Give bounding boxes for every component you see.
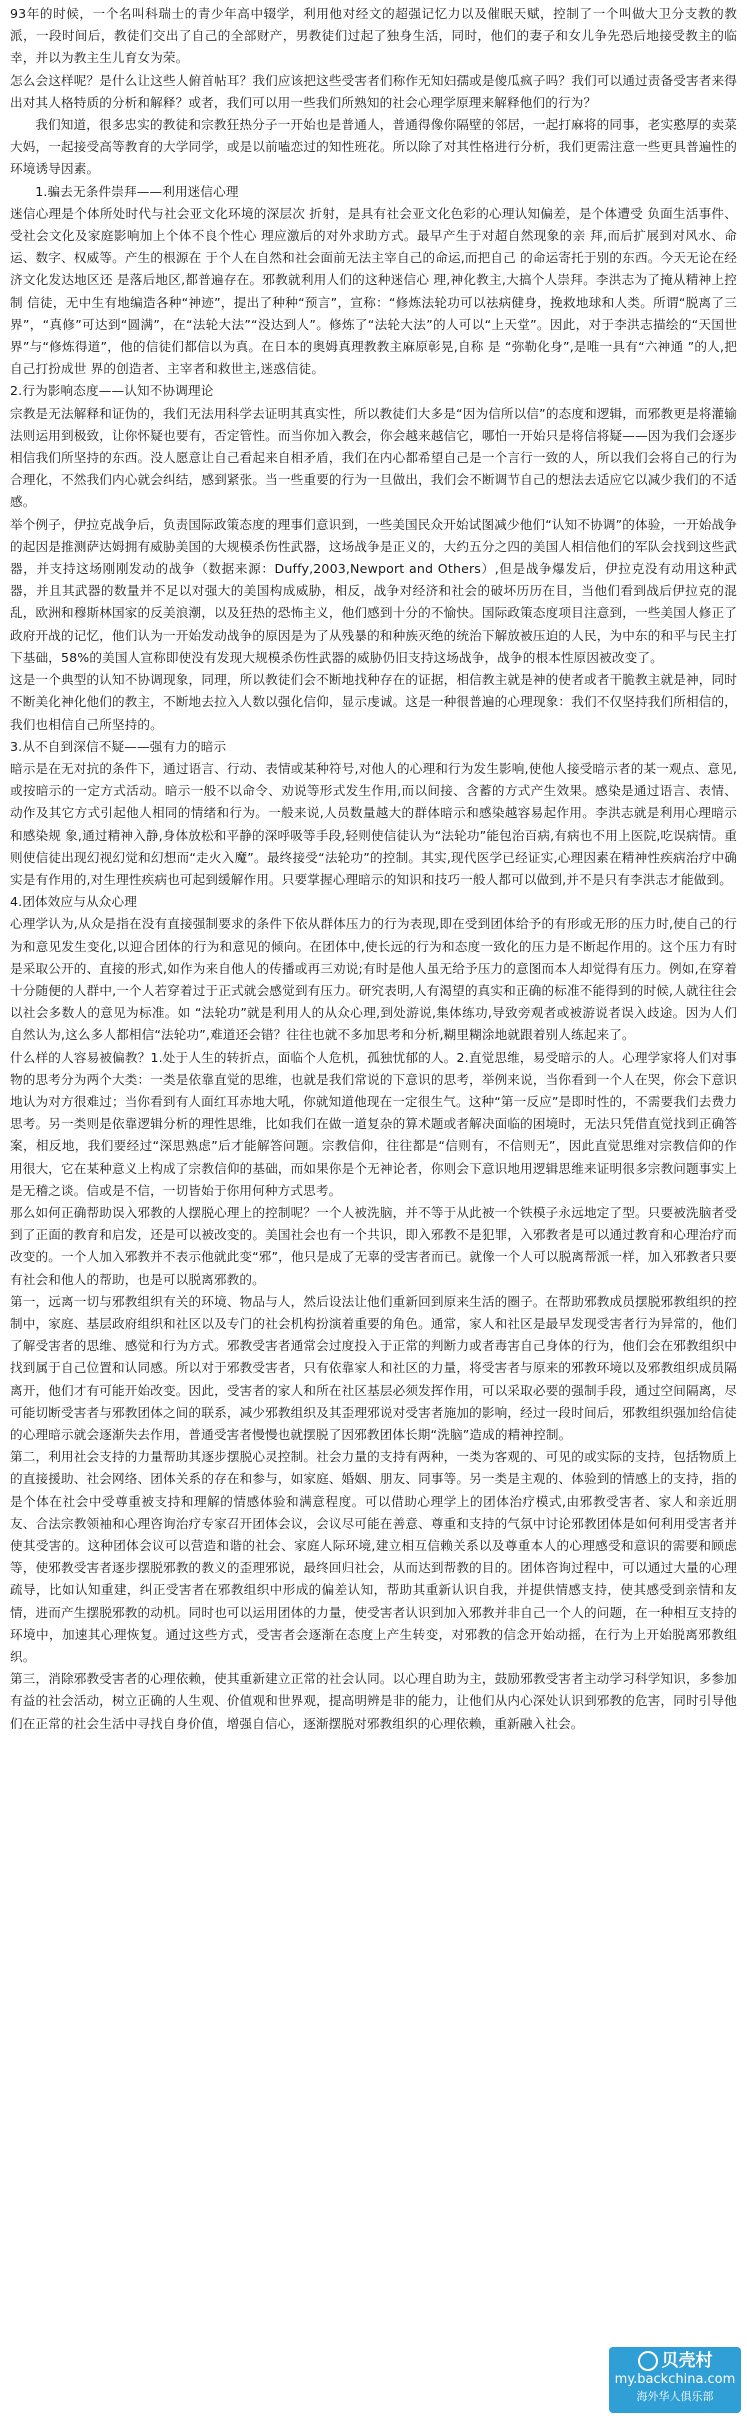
- article-paragraph: 这是一个典型的认知不协调现象，同理，所以教徒们会不断地找种存在的证据，相信教主就是神的使者或者干脆教主就是神，同时不断美化神化他们的教主，不断地去拉入人数以强化信仰，显示虔诚。这是一种很普遍的心理现象：我们不仅坚持我们所相信的，我们也相信自己所坚持的。: [10, 672, 737, 732]
- article-paragraph: 我们知道，很多忠实的教徒和宗教狂热分子一开始也是普通人，普通得像你隔壁的邻居，一起打麻将的同事，老实憨厚的卖菜大妈，一起接受高等教育的大学同学，或是以前嗑恋过的知性班花。所以除了对其性格进行分析，我们更需注意一些更具普遍性的环境诱导因素。: [10, 117, 737, 177]
- watermark-subtitle: 海外华人俱乐部: [636, 2390, 714, 2403]
- article-paragraph: 第一，远离一切与邪教组织有关的环境、物品与人，然后设法让他们重新回到原来生活的圈子。在帮助邪教成员摆脱邪教组织的控制中，家庭、基层政府组织和社区以及专门的社会机构扮演着重要的角色。通常，家人和社区是最早发现受害者行为异常的，他们了解受害者的思维、感觉和行为方式。邪教受害者通常会过度投入于正常的判断力或者毒害自己身体的行为，他们会在邪教组织中找到属于自己位置和认同感。所以对于邪教受害者，只有依靠家人和社区的力量，将受害者与原来的邪教环境以及邪教组织成员隔离开，他们才有可能开始改变。因此，受害者的家人和所在社区基层必须发挥作用，可以采取必要的强制手段，通过空间隔离，尽可能切断受害者与邪教团体之间的联系，减少邪教组织及其歪理邪说对受害者施加的影响，经过一段时间后，邪教组织强加给信徒的心理暗示就会逐渐失去作用，普通受害者慢慢也就摆脱了因邪教团体长期“洗脑”造成的精神控制。: [10, 1293, 737, 1442]
- article-paragraph: 迷信心理是个体所处时代与社会亚文化环境的深层次 折射，是具有社会亚文化色彩的心理认知偏差，是个体遭受 负面生活事件、受社会文化及家庭影响加上个体不良个性心 理应激后的对外求助方式。最早产生于对超自然现象的亲 拜,而后扩展到对风水、命运、数字、权威等。产生的根源在 于个人在自然和社会面前无法主宰自己的命运,而把自己 的命运寄托于别的东西。今天无论在经济文化发达地区还 是落后地区,都普遍存在。邪教就利用人们的这种迷信心 理,神化教主,大搞个人崇拜。李洪志为了掩从精神上控制 信徒，无中生有地编造各种“神迹”，提出了种种“预言”，宣称：“修炼法轮功可以祛病健身，挽救地球和人类。所谓“脱离了三界”，“真修”可达到“圆满”，在“法轮大法”“没达到人”。修炼了“法轮大法”的人可以“上天堂”。因此，对于李洪志描绘的“天国世界”与“修炼得道”，他的信徒们都信以为真。在日本的奥姆真理教教主麻原彰晃,自称 是 “弥勒化身”,是唯一具有“六神通 ”的人,把自己打扮成世 界的创造者、主宰者和救世主,迷惑信徒。: [10, 205, 737, 377]
- article-paragraph: 宗教是无法解释和证伪的，我们无法用科学去证明其真实性，所以教徒们大多是“因为信所以信”的态度和逻辑，而邪教更是将灌输法则运用到极致，让你怀疑也要有，否定管性。而当你加入教会，你会越来越信它，哪怕一开始只是将信将疑——因为我们会逐步相信我们所坚持的东西。没人愿意让自己看起来自相矛盾，我们在内心都希望自己是一个言行一致的人，所以我们会将自己的行为合理化，不然我们内心就会纠结，感到紧张。当一些重要的行为一旦做出，我们会不断调节自己的想法去适应它以减少我们的不适感。: [10, 405, 737, 510]
- article-paragraph: 那么如何正确帮助误入邪教的人摆脱心理上的控制呢？一个人被洗脑，并不等于从此被一个铁模子永远地定了型。只要被洗脑者受到了正面的教育和启发，还是可以被改变的。美国社会也有一个共识，即入邪教不是犯罪，入邪教者是可以通过教育和心理治疗而改变的。一个人加入邪教并不表示他就此变“邪”，他只是成了无辜的受害者而已。就像一个人可以脱离帮派一样，加入邪教者只要有社会和他人的帮助，也是可以脱离邪教的。: [10, 1204, 737, 1287]
- watermark-url: my.backchina.com: [614, 2372, 736, 2387]
- section-heading: 1.骗去无条件崇拜——利用迷信心理: [35, 183, 239, 199]
- article-paragraph: 举个例子，伊拉克战争后，负责国际政策态度的理事们意识到，一些美国民众开始试图减少他们“认知不协调”的体验，一开始战争的起因是推测萨达姆拥有威胁美国的大规模杀伤性武器，这场战争是正义的，大约五分之四的美国人相信他们的军队会找到这些武器，并支持这场刚刚发动的战争（数据来源：Duffy,2003,Newport and Others）,但是战争爆发后，伊拉克没有动用这种武器，并且其武器的数量并不足以对强大的美国构成威胁，相反，战争对经济和社会的破坏历历在目，当他们看到战后伊拉克的混乱，欧洲和穆斯林国家的反美浪潮，以及狂热的恐怖主义，他们感到十分的不愉快。国际政策态度项目注意到，一些美国人修正了政府开战的记忆，他们认为一开始发动战争的原因是为了从残暴的和种族灭绝的统治下解放被压迫的人民，为中东的和平与民主打下基础，58%的美国人宣称即使没有发现大规模杀伤性武器的威胁仍旧支持这场战争，战争的根本性原因被改变了。: [10, 516, 737, 665]
- site-watermark: [609, 2347, 741, 2413]
- article-paragraph: 怎么会这样呢？是什么让这些人俯首帖耳？我们应该把这些受害者们称作无知妇孺或是傻瓜疯子吗？我们可以通过责备受害者来得出对其人格特质的分析和解释？或者，我们可以用一些我们所熟知的社会心理学原理来解释他们的行为？: [10, 72, 737, 110]
- section-heading: 2.行为影响态度——认知不协调理论: [10, 383, 214, 399]
- article-body: [10, 3, 737, 2415]
- section-heading: 4.团体效应与从众心理: [10, 894, 138, 910]
- article-paragraph: 第二，利用社会支持的力量帮助其逐步摆脱心灵控制。社会力量的支持有两种，一类为客观的、可见的或实际的支持，包括物质上的直接援助、社会网络、团体关系的存在和参与，如家庭、婚姻、朋友、同事等。另一类是主观的、体验到的情感上的支持，指的是个体在社会中受尊重被支持和理解的情感体验和满意程度。可以借助心理学上的团体治疗模式,由邪教受害者、家人和亲近朋友、合法宗教领袖和心理咨询治疗专家召开团体会议，会议尽可能在善意、尊重和支持的气氛中讨论邪教团体是如何利用受害者并使其受害的。这种团体会议可以营造和谐的社会、家庭人际环境,建立相互信赖关系以及尊重本人的心理感受和意识的需要和顾虑等，使邪教受害者逐步摆脱邪教的教义的歪理邪说，最终回归社会，从而达到帮教的目的。团体咨询过程中，可以通过大量的心理疏导，比如认知重建，纠正受害者在邪教组织中形成的偏差认知，帮助其重新认识自我，并提供情感支持，使其感受到亲情和友情，进而产生摆脱邪教的动机。同时也可以运用团体的力量，使受害者认识到加入邪教并非自己一个人的问题，在一种相互支持的环境中，加速其心理恢复。通过这些方式，受害者会逐渐在态度上产生转变，对邪教的信念开始动摇，在行为上开始脱离邪教组织。: [10, 1449, 737, 1665]
- article-paragraph: 什么样的人容易被偏教？1.处于人生的转折点，面临个人危机，孤独忧郁的人。2.直觉思维，易受暗示的人。心理学家将人们对事物的思考分为两个大类：一类是依靠直觉的思维，也就是我们常说的下意识的思考，举例来说，当你看到一个人在哭，你会下意识地认为对方很难过；当你看到有人面红耳赤地大吼，你就知道他现在一定很生气。这种“第一反应”是即时性的，不需要我们去费力思考。另一类则是依靠逻辑分析的理性思维，比如我们在做一道复杂的算术题或者解决面临的困境时，无法只凭借直觉找到正确答案，相反地，我们要经过“深思熟虑”后才能解答问题。宗教信仰，往往都是“信则有，不信则无”，因此直觉思维对宗教信仰的作用很大，它在某种意义上构成了宗教信仰的基础，而如果你是个无神论者，你则会下意识地用逻辑思维来证明很多宗教问题事实上是无稽之谈。信或是不信，一切皆始于你用何种方式思考。: [10, 1049, 737, 1198]
- watermark-logo: [609, 2351, 741, 2371]
- article-paragraph: 93年的时候，一个名叫科瑞士的青少年高中辍学，利用他对经文的超强记忆力以及催眠天赋，控制了一个叫做大卫分支教的教派，一段时间后，教徒们交出了自己的全部财产，男教徒们过起了独身生活，同时，他们的妻子和女儿争先恐后地接受教主的临幸，并以为教主生儿育女为荣。: [10, 6, 737, 66]
- article-paragraph: 暗示是在无对抗的条件下，通过语言、行动、表情或某种符号,对他人的心理和行为发生影响,使他人接受暗示者的某一观点、意见,或按暗示的一定方式活动。暗示一般不以命令、劝说等形式发生作用,而以间接、含蓄的方式产生效果。感染是通过语言、表情、动作及其它方式引起他人相同的情绪和行为。一般来说,人员数量越大的群体暗示和感染越容易起作用。李洪志就是利用心理暗示和感染规 象,通过精神入静,身体放松和平静的深呼吸等手段,轻则使信徒认为“法轮功”能包治百病,有病也不用上医院,吃误病情。重则使信徒出现幻视幻觉和幻想而“走火入魔”。最终接受“法轮功”的控制。其实,现代医学已经证实,心理因素在精神性疾病治疗中确实是有作用的,对生理性疾病也可起到缓解作用。只要掌握心理暗示的知识和技巧一般人都可以做到,并不是只有李洪志才能做到。: [10, 760, 737, 887]
- watermark-logo-text: 贝壳村: [661, 2351, 713, 2371]
- section-heading: 3.从不自到深信不疑——强有力的暗示: [10, 738, 227, 754]
- article-paragraph: 心理学认为,从众是指在没有直接强制要求的条件下依从群体压力的行为表现,即在受到团体给予的有形或无形的压力时,使自己的行为和意见发生变化,以迎合团体的行为和意见的倾向。在团体中,使长远的行为和态度一致化的压力是不断起作用的。这个压力有时是采取公开的、直接的形式,如作为来自他人的传播或再三劝说;有时是他人虽无给予压力的意图而本人却觉得有压力。例如,在穿着十分随便的人群中,一个人若穿着过于正式就会感觉到有压力。研究表明,人有渴望的真实和正确的标准不能得到的时候,人就往往会以社会多数人的意见为标准。如 “法轮功”就是利用人的从众心理,到处游说,集体练功,导致旁观者或被游说者误入歧途。因为人们自然认为,这么多人都相信“法轮功”,难道还会错？往往也就不多加思考和分析,糊里糊涂地就跟着别人练起来了。: [10, 916, 737, 1043]
- shell-logo-icon: [638, 2351, 658, 2371]
- article-paragraph: 第三，消除邪教受害者的心理依赖，使其重新建立正常的社会认同。以心理自助为主，鼓励邪教受害者主动学习科学知识，多参加有益的社会活动，树立正确的人生观、价值观和世界观，提高明辨是非的能力，让他们从内心深处认识到邪教的危害，同时引导他们在正常的社会生活中寻找自身价值，增强自信心，逐渐摆脱对邪教组织的心理依赖，重新融入社会。: [10, 1671, 737, 1731]
